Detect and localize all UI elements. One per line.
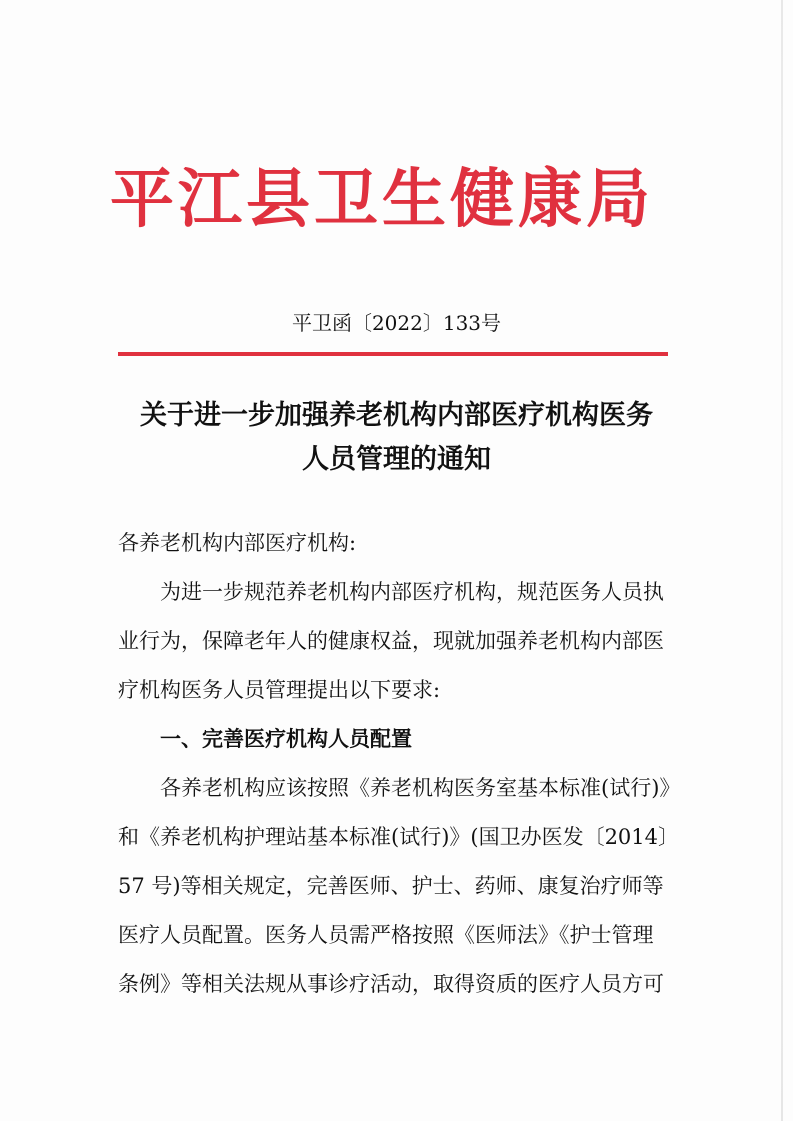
paragraph-line: 疗机构医务人员管理提出以下要求: [118, 678, 441, 702]
scan-edge [781, 0, 783, 1121]
paragraph-line: 条例》等相关法规从事诊疗活动，取得资质的医疗人员方可 [118, 972, 664, 996]
notice-title-line-2: 人员管理的通知 [302, 444, 491, 475]
notice-title [0, 394, 793, 482]
body-text [118, 519, 681, 1009]
paragraph-line: 医疗人员配置。医务人员需严格按照《医师法》《护士管理 [118, 923, 654, 947]
paragraph-line: 业行为，保障老年人的健康权益，现就加强养老机构内部医 [118, 629, 664, 653]
salutation: 各养老机构内部医疗机构: [118, 531, 357, 555]
paragraph-line: 和《养老机构护理站基本标准(试行)》(国卫办医发〔2014〕 [118, 825, 680, 849]
paragraph-line: 为进一步规范养老机构内部医疗机构，规范医务人员执 [118, 580, 664, 604]
document-number: 平卫函〔2022〕133号 [291, 311, 502, 335]
paragraph-line: 57 号)等相关规定，完善医师、护士、药师、康复治疗师等 [118, 874, 664, 898]
org-title: 平江县卫生健康局 [110, 162, 654, 237]
section-heading: 一、完善医疗机构人员配置 [118, 727, 412, 751]
notice-title-line-1: 关于进一步加强养老机构内部医疗机构医务 [140, 400, 653, 431]
red-divider-rule [118, 352, 668, 356]
paragraph-line: 各养老机构应该按照《养老机构医务室基本标准(试行)》 [118, 776, 681, 800]
